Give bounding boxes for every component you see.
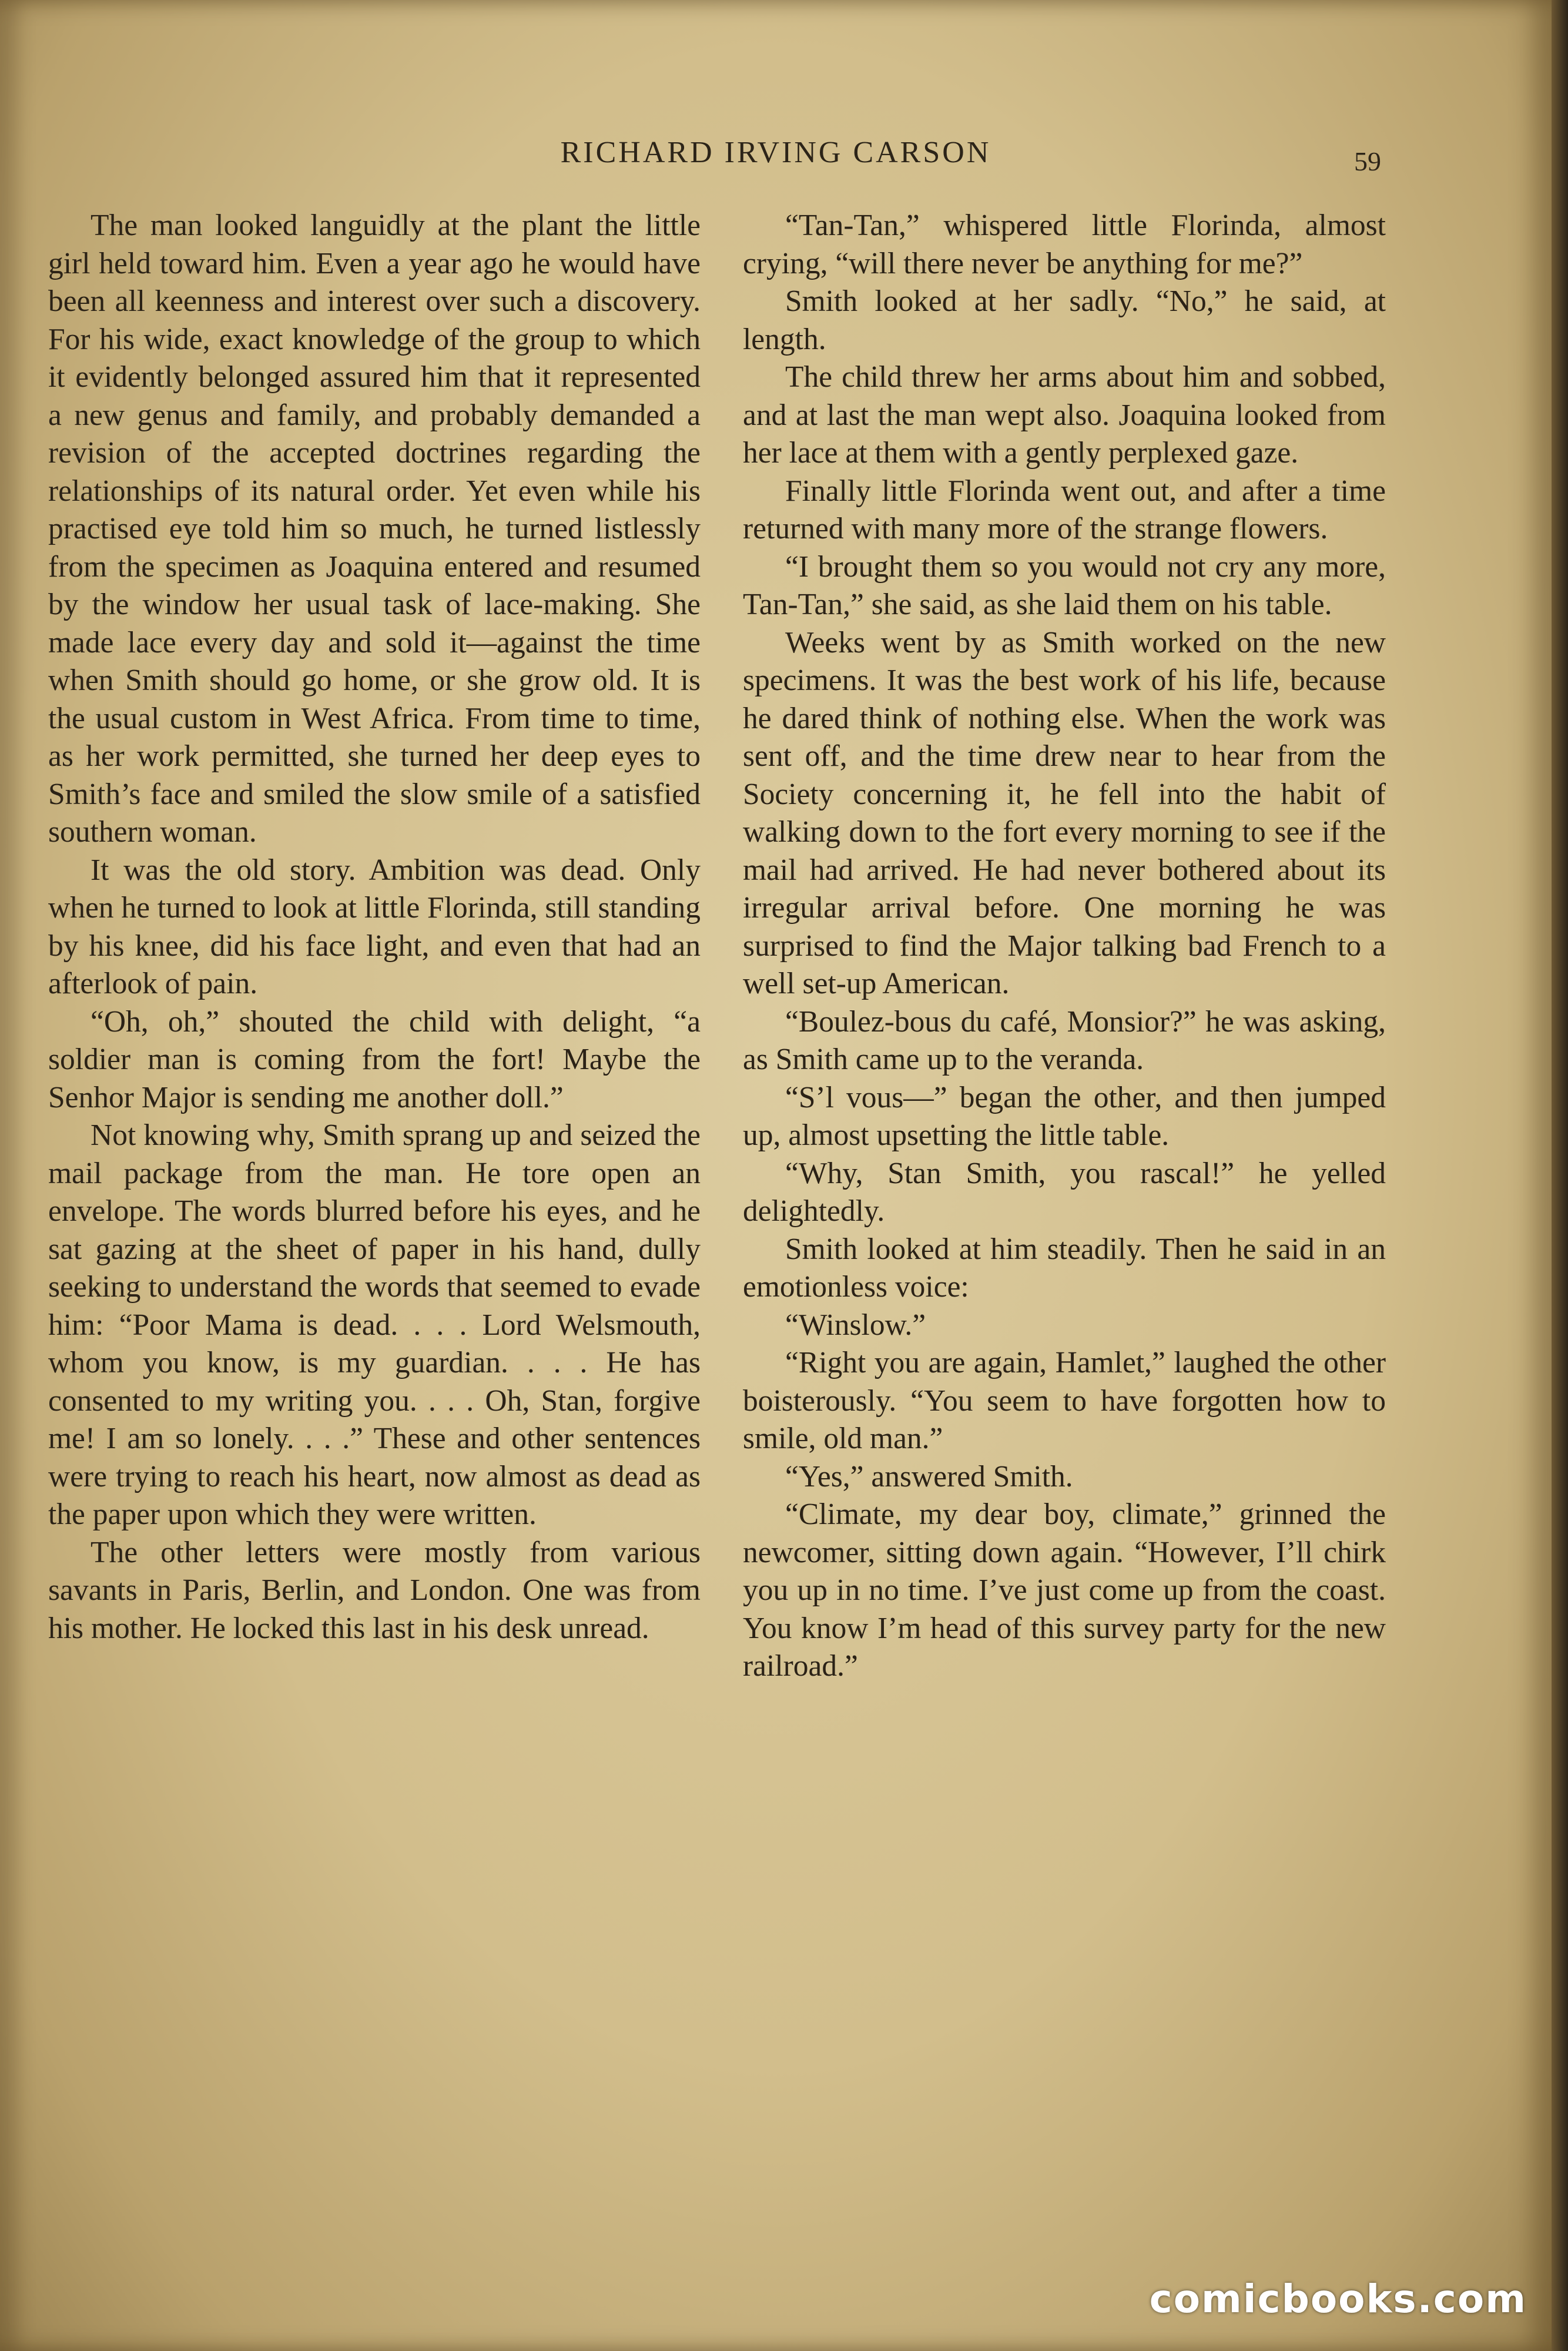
page-number: 59 — [1354, 146, 1381, 176]
paragraph: “Boulez-bous du café, Monsior?” he was asking, as Smith came up to the veranda. — [743, 1004, 1386, 1076]
paragraph: “S’l vous—” began the other, and then jumped up, almost upsetting the little table. — [743, 1080, 1386, 1152]
running-head: RICHARD IRVING CARSON — [560, 136, 991, 169]
paragraph: “Winslow.” — [785, 1308, 926, 1342]
paragraph: The man looked languidly at the plant the little girl held toward him. Even a year ago he would have been all keenness and interest over such a discovery. For his wide, exact knowledge of the group to which it evidently belonged assured him that it represented a new genus and family, and probably demanded a revision of the accepted doctrines regarding the relationships of its natural order. Yet even while his practised eye told him so much, he turned listlessly from the specimen as Joaquina entered and resumed by the window her usual task of lace-making. She made lace every day and sold it—against the time when Smith should go home, or she grow old. It is the usual custom in West Africa. From time to time, as her work permitted, she turned her deep eyes to Smith’s face and smiled the slow smile of a satisfied southern woman. — [48, 209, 701, 849]
page-header — [0, 130, 1552, 178]
paragraph: Smith looked at him steadily. Then he said in an emotionless voice: — [743, 1232, 1386, 1304]
paragraph: Weeks went by as Smith worked on the new specimens. It was the best work of his life, because he dared think of nothing else. When the work was sent off, and the time drew near to hear from the Society concerning it, he fell into the habit of walking down to the fort every morning to see if the mail had arrived. He had never bothered about its irregular arrival before. One morning he was surprised to find the Major talking bad French to a well set-up American. — [743, 625, 1386, 1000]
paragraph: Not knowing why, Smith sprang up and seized the mail package from the man. He tore open an envelope. The words blurred before his eyes, and he sat gazing at the sheet of paper in his hand, dully seeking to understand the words that seemed to evade him: “Poor Mama is dead. . . . Lord Welsmouth, whom you know, is my guardian. . . . He has consented to my writing you. . . . Oh, Stan, forgive me! I am so lonely. . . .” These and other sentences were trying to reach his heart, now almost as dead as the paper upon which they were written. — [48, 1118, 701, 1531]
paragraph: Finally little Florinda went out, and after a time returned with many more of the strange flowers. — [743, 474, 1386, 545]
paragraph: “Tan-Tan,” whispered little Florinda, almost crying, “will there never be anything for me?” — [743, 209, 1386, 280]
right-column — [743, 207, 1386, 1686]
page-edge — [1552, 0, 1568, 2351]
paragraph: The other letters were mostly from various savants in Paris, Berlin, and London. One was from his mother. He locked this last in his desk unread. — [48, 1535, 701, 1645]
paragraph: “Oh, oh,” shouted the child with delight, “a soldier man is coming from the fort! Maybe the Senhor Major is sending me another doll.” — [48, 1004, 701, 1114]
paragraph: Smith looked at her sadly. “No,” he said, at length. — [743, 284, 1386, 356]
left-column — [48, 207, 701, 1647]
paragraph: The child threw her arms about him and sobbed, and at last the man wept also. Joaquina looked from her lace at them with a gently perplexed gaze. — [743, 360, 1386, 470]
paragraph: It was the old story. Ambition was dead. Only when he turned to look at little Florinda, still standing by his knee, did his face light, and even that had an afterlook of pain. — [48, 853, 701, 1000]
watermark: comicbooks.com — [1149, 2276, 1527, 2322]
paragraph: “Climate, my dear boy, climate,” grinned the newcomer, sitting down again. “However, I’ll chirk you up in no time. I’ve just come up from the coast. You know I’m head of this survey party for the new railroad.” — [743, 1498, 1386, 1683]
paragraph: “Why, Stan Smith, you rascal!” he yelled delightedly. — [743, 1156, 1386, 1228]
paragraph: “I brought them so you would not cry any more, Tan-Tan,” she said, as she laid them on his table. — [743, 550, 1386, 621]
paragraph: “Yes,” answered Smith. — [785, 1459, 1073, 1493]
paragraph: “Right you are again, Hamlet,” laughed the other boisterously. “You seem to have forgotten how to smile, old man.” — [743, 1346, 1386, 1455]
